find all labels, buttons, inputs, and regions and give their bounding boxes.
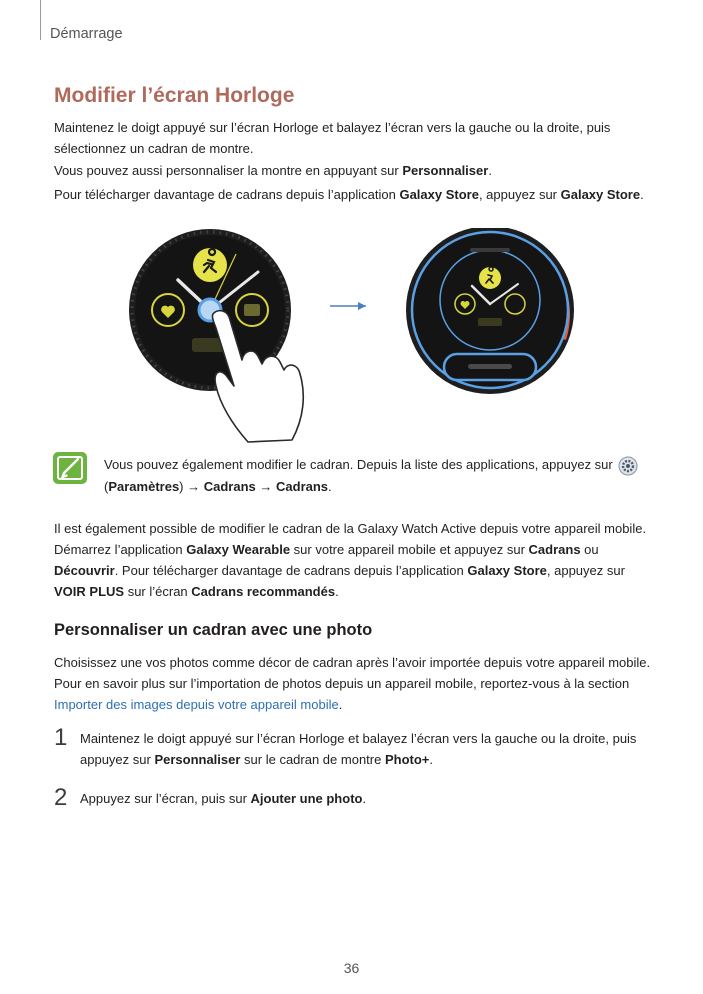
cadrans-sub-label: Cadrans	[276, 478, 329, 494]
galaxy-wearable-label: Galaxy Wearable	[186, 542, 291, 557]
galaxy-store-label: Galaxy Store	[399, 187, 479, 202]
photo-paragraph: Choisissez une vos photos comme décor de cadran après l’avoir importée depuis votre appareil mobile. Pour en savoir plus sur l’importation de photos depuis un appareil mobile, reportez-vous à la section Importer des images depuis votre appareil mobile.	[54, 655, 651, 712]
wearable-paragraph: Il est également possible de modifier le cadran de la Galaxy Watch Active depuis votre appareil mobile. Démarrez l’application Galaxy Wearable sur votre appareil mobile et appuyez sur Cadrans ou Découvrir. Pour télécharger davantage de cadrans depuis l’application Galaxy Store, appuyez sur VOIR PLUS sur l’écran Cadrans recommandés.	[54, 521, 647, 599]
page-number: 36	[343, 960, 360, 976]
cadrans-recommandes-label: Cadrans recommandés	[191, 584, 336, 599]
note-text: Vous pouvez également modifier le cadran. Depuis la liste des applications, appuyez sur (Paramètres) → Cadrans → Cadrans.	[104, 454, 664, 497]
running-head: Démarrage	[50, 26, 123, 42]
step-number: 1	[54, 724, 68, 751]
parametres-label: Paramètres	[108, 478, 180, 494]
gear-icon	[618, 456, 638, 476]
voir-plus-label: VOIR PLUS	[54, 584, 125, 599]
subsection-title: Personnaliser un cadran avec une photo	[54, 621, 373, 639]
photo-plus-label: Photo+	[384, 752, 430, 767]
step-text: Maintenez le doigt appuyé sur l’écran Horloge et balayez l’écran vers la gauche ou la droite, puis appuyez sur Personnaliser sur le cadran de montre Photo+.	[80, 731, 637, 767]
ajouter-photo-label: Ajouter une photo	[250, 791, 363, 806]
import-photos-link[interactable]: Importer des images depuis votre appareil mobile	[54, 697, 339, 712]
arrow-right-icon	[330, 302, 366, 310]
intro-paragraph: Maintenez le doigt appuyé sur l’écran Horloge et balayez l’écran vers la gauche ou la droite, puis sélectionnez un cadran de montre.	[54, 120, 611, 156]
store-paragraph: Pour télécharger davantage de cadrans depuis l’application Galaxy Store, appuyez sur Galaxy Store.	[54, 187, 644, 202]
step-text: Appuyez sur l’écran, puis sur Ajouter une photo.	[80, 791, 367, 806]
step-number: 2	[54, 784, 68, 811]
personnaliser-label: Personnaliser	[402, 163, 489, 178]
note-pencil-icon	[52, 451, 88, 485]
cadrans-label: Cadrans	[203, 478, 256, 494]
galaxy-store-app-label: Galaxy Store	[467, 563, 547, 578]
header-rule	[40, 0, 41, 40]
cadrans-tab-label: Cadrans	[528, 542, 581, 557]
section-title: Modifier l’écran Horloge	[54, 84, 295, 107]
customize-paragraph: Vous pouvez aussi personnaliser la montre en appuyant sur Personnaliser.	[54, 163, 492, 178]
decouvrir-tab-label: Découvrir	[54, 563, 115, 578]
watch-face-after	[406, 228, 574, 394]
galaxy-store-button-label: Galaxy Store	[560, 187, 641, 202]
personnaliser-step-label: Personnaliser	[154, 752, 241, 767]
watch-illustration	[120, 228, 580, 460]
